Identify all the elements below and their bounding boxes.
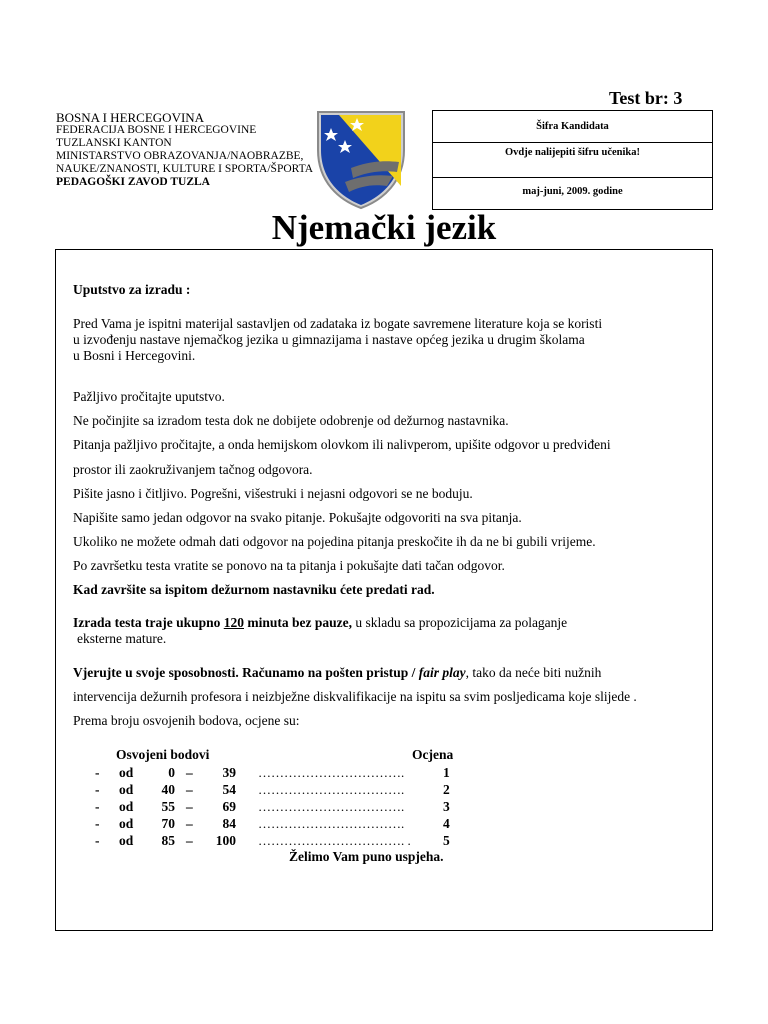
trust-text-c: , tako da neće biti nužnih [465, 665, 602, 680]
row-points-to: 39 [222, 765, 236, 780]
institution-country: BOSNA I HERCEGOVINA [56, 110, 205, 125]
grades-intro: Prema broju osvojenih bodova, ocjene su: [73, 713, 300, 728]
page-title: Njemački jezik [271, 208, 497, 247]
duration-line [73, 615, 567, 631]
row-points-from: 70 [161, 816, 175, 831]
row-separator: – [186, 833, 193, 848]
duration-text-b: minuta bez pauze, [244, 615, 352, 630]
trust-fair-play: fair play [418, 665, 466, 680]
row-grade: 1 [443, 765, 450, 780]
grade-column-header: Ocjena [412, 747, 454, 762]
row-separator: – [186, 799, 193, 814]
candidate-code-label: Šifra Kandidata [536, 121, 609, 132]
submit-instruction: Kad završite sa ispitom dežurnom nastavniku ćete predati rad. [73, 582, 435, 597]
candidate-info-box [432, 110, 713, 210]
instruction-line: Pitanja pažljivo pročitajte, a onda hemijskom olovkom ili nalivperom, upišite odgovor u predviđeni [73, 437, 611, 452]
institution-canton: TUZLANSKI KANTON [56, 137, 172, 149]
row-dash: - [95, 816, 100, 831]
row-points-from: 55 [161, 799, 175, 814]
row-grade: 2 [443, 782, 450, 797]
institution-block [56, 111, 313, 189]
duration-text-a: Izrada testa traje ukupno [73, 615, 224, 630]
row-points-to: 100 [215, 833, 236, 848]
intro-line-1: Pred Vama je ispitni materijal sastavljen od zadataka iz bogate savremene literature koja se koristi [73, 316, 603, 331]
row-od-label: od [119, 765, 134, 780]
row-grade: 4 [443, 816, 450, 831]
instruction-line: prostor ili zaokruživanjem tačnog odgovora. [73, 462, 313, 477]
row-points-from: 40 [161, 782, 175, 797]
row-dots-leader: ……………………………. . [258, 833, 411, 848]
row-grade: 3 [443, 799, 450, 814]
row-od-label: od [119, 816, 134, 831]
intro-line-2: u izvođenju nastave njemačkog jezika u gimnazijama i nastave općeg jezika u drugim školama [73, 332, 585, 347]
instruction-line: Pažljivo pročitajte uputstvo. [73, 389, 225, 404]
test-number: Test br: 3 [609, 88, 683, 108]
row-separator: – [186, 782, 193, 797]
duration-minutes: 120 [223, 615, 244, 630]
institution-federation: FEDERACIJA BOSNE I HERCEGOVINE [56, 124, 257, 136]
sticker-instruction: Ovdje nalijepiti šifru učenika! [504, 147, 641, 158]
trust-line-2: intervencija dežurnih profesora i neizbježne diskvalifikacije na ispitu sa svim posljedicama koje slijede . [73, 689, 637, 704]
duration-line-2: eksterne mature. [77, 631, 167, 646]
duration-text-c: u skladu sa propozicijama za polaganje [352, 615, 568, 630]
row-grade: 5 [443, 833, 450, 848]
institution-pedagogical-office: PEDAGOŠKI ZAVOD TUZLA [56, 176, 210, 188]
instruction-line: Ukoliko ne možete odmah dati odgovor na pojedina pitanja preskočite ih da ne bi gubili vrijeme. [73, 534, 596, 549]
row-dots-leader: ……………………………. [258, 765, 405, 780]
row-od-label: od [119, 833, 134, 848]
row-points-to: 54 [222, 782, 236, 797]
good-luck-message: Želimo Vam puno uspjeha. [289, 849, 444, 864]
trust-line [73, 665, 601, 681]
institution-ministry: MINISTARSTVO OBRAZOVANJA/NAOBRAZBE, [56, 150, 304, 162]
row-dash: - [95, 765, 100, 780]
points-column-header: Osvojeni bodovi [116, 747, 210, 762]
row-dots-leader: ……………………………. [258, 799, 405, 814]
row-dots-leader: ……………………………. [258, 782, 405, 797]
exam-date: maj-juni, 2009. godine [522, 186, 623, 197]
row-dash: - [95, 782, 100, 797]
instruction-line: Po završetku testa vratite se ponovo na ta pitanja i pokušajte dati tačan odgovor. [73, 558, 505, 573]
row-points-from: 85 [161, 833, 175, 848]
instruction-line: Napišite samo jedan odgovor na svako pitanje. Pokušajte odgovoriti na sva pitanja. [73, 510, 522, 525]
row-points-to: 84 [222, 816, 236, 831]
row-separator: – [186, 765, 193, 780]
row-points-from: 0 [168, 765, 175, 780]
row-od-label: od [119, 799, 134, 814]
trust-text-a: Vjerujte u svoje sposobnosti. Računamo na pošten pristup / [73, 665, 419, 680]
coat-of-arms-icon [315, 106, 407, 210]
intro-line-3: u Bosni i Hercegovini. [73, 348, 196, 363]
row-od-label: od [119, 782, 134, 797]
row-points-to: 69 [222, 799, 236, 814]
row-separator: – [186, 816, 193, 831]
row-dots-leader: ……………………………. [258, 816, 405, 831]
instruction-line: Ne počinjite sa izradom testa dok ne dobijete odobrenje od dežurnog nastavnika. [73, 413, 509, 428]
instruction-line: Pišite jasno i čitljivo. Pogrešni, višestruki i nejasni odgovori se ne boduju. [73, 486, 473, 501]
row-dash: - [95, 833, 100, 848]
row-dash: - [95, 799, 100, 814]
instructions-heading: Uputstvo za izradu : [73, 282, 191, 297]
institution-ministry-cont: NAUKE/ZNANOSTI, KULTURE I SPORTA/ŠPORTA [56, 163, 314, 175]
